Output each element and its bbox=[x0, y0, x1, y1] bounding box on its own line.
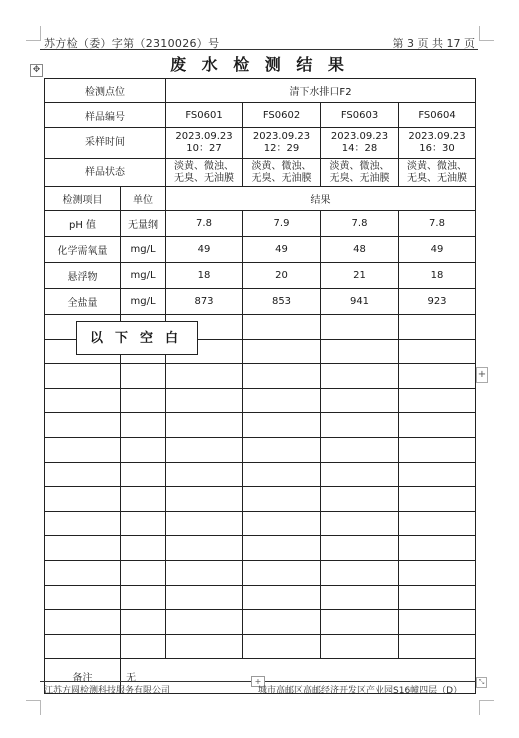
empty-cell bbox=[121, 585, 166, 610]
empty-cell bbox=[321, 437, 399, 462]
corner-mark-tr bbox=[479, 26, 494, 41]
item-header: 检测项目 bbox=[45, 187, 121, 211]
empty-cell bbox=[45, 560, 121, 585]
empty-cell bbox=[121, 437, 166, 462]
company-name: 江苏方圆检测科技服务有限公司 bbox=[44, 686, 171, 696]
corner-mark-br bbox=[479, 700, 494, 715]
empty-cell bbox=[45, 413, 121, 438]
empty-cell bbox=[166, 560, 243, 585]
note-value: 无 bbox=[121, 659, 476, 694]
table-row bbox=[45, 128, 476, 159]
empty-cell bbox=[399, 339, 476, 364]
table-row bbox=[45, 103, 476, 128]
empty-cell bbox=[121, 388, 166, 413]
empty-row bbox=[45, 536, 476, 561]
result-value: 923 bbox=[399, 289, 476, 315]
empty-cell bbox=[166, 413, 243, 438]
result-value: 18 bbox=[166, 263, 243, 289]
sample-state bbox=[399, 159, 476, 187]
empty-cell bbox=[243, 315, 321, 340]
results-table bbox=[44, 78, 476, 694]
result-value: 49 bbox=[399, 237, 476, 263]
result-value: 7.8 bbox=[399, 211, 476, 237]
empty-cell bbox=[399, 413, 476, 438]
result-value: 20 bbox=[243, 263, 321, 289]
empty-cell bbox=[45, 610, 121, 635]
company-address: 城市高邮区高邮经济开发区产业园S16幢四层（D） bbox=[258, 686, 463, 696]
empty-cell bbox=[166, 511, 243, 536]
empty-cell bbox=[166, 585, 243, 610]
item-unit: 无量纲 bbox=[121, 211, 166, 237]
empty-cell bbox=[243, 388, 321, 413]
empty-cell bbox=[243, 634, 321, 659]
empty-cell bbox=[321, 560, 399, 585]
table-row bbox=[45, 159, 476, 187]
time-label: 采样时间 bbox=[45, 128, 166, 159]
blank-below-stamp: 以下空白 bbox=[76, 321, 198, 355]
empty-cell bbox=[321, 315, 399, 340]
state-line: 无臭、无油膜 bbox=[251, 172, 312, 184]
unit-header: 单位 bbox=[121, 187, 166, 211]
state-line: 淡黄、微浊、 bbox=[329, 160, 390, 172]
item-name: 化学需氧量 bbox=[45, 237, 121, 263]
empty-row bbox=[45, 560, 476, 585]
empty-cell bbox=[243, 462, 321, 487]
page-indicator: 第 3 页 共 17 页 bbox=[392, 37, 475, 50]
empty-cell bbox=[243, 536, 321, 561]
empty-cell bbox=[399, 511, 476, 536]
table-row bbox=[45, 187, 476, 211]
empty-cell bbox=[243, 560, 321, 585]
empty-cell bbox=[45, 634, 121, 659]
empty-cell bbox=[243, 487, 321, 512]
empty-cell bbox=[243, 364, 321, 389]
empty-row bbox=[45, 388, 476, 413]
empty-cell bbox=[321, 364, 399, 389]
empty-cell bbox=[399, 388, 476, 413]
empty-cell bbox=[243, 610, 321, 635]
state-line: 无臭、无油膜 bbox=[174, 172, 234, 184]
empty-cell bbox=[166, 536, 243, 561]
empty-cell bbox=[399, 487, 476, 512]
empty-cell bbox=[166, 634, 243, 659]
empty-cell bbox=[121, 462, 166, 487]
empty-cell bbox=[321, 388, 399, 413]
state-line: 淡黄、微浊、 bbox=[251, 160, 312, 172]
sample-clock: 14：28 bbox=[341, 143, 378, 154]
sample-time bbox=[243, 128, 321, 159]
item-name: pH 值 bbox=[45, 211, 121, 237]
sample-no-label: 样品编号 bbox=[45, 103, 166, 128]
result-value: 7.8 bbox=[166, 211, 243, 237]
result-value: 941 bbox=[321, 289, 399, 315]
corner-mark-tl bbox=[26, 26, 41, 41]
empty-cell bbox=[399, 364, 476, 389]
item-unit: mg/L bbox=[121, 237, 166, 263]
empty-cell bbox=[399, 634, 476, 659]
empty-cell bbox=[121, 487, 166, 512]
state-line: 淡黄、微浊、 bbox=[174, 160, 234, 172]
sample-state bbox=[243, 159, 321, 187]
result-value: 7.8 bbox=[321, 211, 399, 237]
empty-cell bbox=[243, 413, 321, 438]
empty-cell bbox=[45, 536, 121, 561]
sample-state bbox=[321, 159, 399, 187]
item-name: 悬浮物 bbox=[45, 263, 121, 289]
empty-cell bbox=[399, 437, 476, 462]
empty-cell bbox=[321, 339, 399, 364]
empty-cell bbox=[166, 462, 243, 487]
empty-cell bbox=[243, 339, 321, 364]
empty-row bbox=[45, 413, 476, 438]
empty-row bbox=[45, 462, 476, 487]
empty-cell bbox=[45, 462, 121, 487]
sample-no: FS0604 bbox=[399, 103, 476, 128]
corner-mark-bl bbox=[26, 700, 41, 715]
result-value: 18 bbox=[399, 263, 476, 289]
table-row bbox=[45, 237, 476, 263]
result-value: 49 bbox=[166, 237, 243, 263]
item-unit: mg/L bbox=[121, 289, 166, 315]
empty-cell bbox=[121, 634, 166, 659]
sample-date: 2023.09.23 bbox=[408, 131, 466, 142]
sample-state bbox=[166, 159, 243, 187]
empty-cell bbox=[121, 364, 166, 389]
header-rule bbox=[40, 49, 478, 50]
empty-cell bbox=[321, 511, 399, 536]
empty-cell bbox=[321, 585, 399, 610]
empty-cell bbox=[166, 610, 243, 635]
empty-cell bbox=[243, 511, 321, 536]
sample-time bbox=[399, 128, 476, 159]
table-resize-handle-icon[interactable]: ⤡ bbox=[476, 677, 487, 688]
empty-cell bbox=[321, 610, 399, 635]
empty-row bbox=[45, 437, 476, 462]
empty-cell bbox=[243, 437, 321, 462]
empty-cell bbox=[45, 364, 121, 389]
empty-cell bbox=[321, 487, 399, 512]
empty-cell bbox=[45, 388, 121, 413]
sample-date: 2023.09.23 bbox=[175, 131, 233, 142]
empty-cell bbox=[166, 364, 243, 389]
empty-cell bbox=[121, 610, 166, 635]
sample-no: FS0603 bbox=[321, 103, 399, 128]
table-row bbox=[45, 263, 476, 289]
empty-cell bbox=[399, 462, 476, 487]
result-value: 21 bbox=[321, 263, 399, 289]
empty-cell bbox=[45, 487, 121, 512]
empty-row bbox=[45, 634, 476, 659]
empty-cell bbox=[399, 610, 476, 635]
page-title: 废 水 检 测 结 果 bbox=[170, 55, 349, 74]
sample-time bbox=[321, 128, 399, 159]
empty-row bbox=[45, 487, 476, 512]
empty-cell bbox=[45, 585, 121, 610]
sample-clock: 16：30 bbox=[419, 143, 455, 154]
empty-cell bbox=[321, 634, 399, 659]
add-row-plus-icon[interactable]: + bbox=[251, 676, 265, 687]
sample-clock: 12：29 bbox=[263, 143, 300, 154]
sample-date: 2023.09.23 bbox=[330, 131, 389, 142]
empty-cell bbox=[399, 585, 476, 610]
empty-cell bbox=[121, 413, 166, 438]
result-value: 7.9 bbox=[243, 211, 321, 237]
item-unit: mg/L bbox=[121, 263, 166, 289]
empty-cell bbox=[243, 585, 321, 610]
empty-cell bbox=[399, 536, 476, 561]
empty-cell bbox=[121, 511, 166, 536]
empty-cell bbox=[399, 560, 476, 585]
result-value: 853 bbox=[243, 289, 321, 315]
state-line: 淡黄、微浊、 bbox=[407, 160, 467, 172]
empty-row bbox=[45, 511, 476, 536]
result-value: 873 bbox=[166, 289, 243, 315]
sample-date: 2023.09.23 bbox=[252, 131, 311, 142]
report-number: 苏方检（委）字第（2310026）号 bbox=[44, 37, 220, 50]
table-row bbox=[45, 289, 476, 315]
sample-no: FS0601 bbox=[166, 103, 243, 128]
result-header: 结果 bbox=[166, 187, 476, 211]
result-value: 48 bbox=[321, 237, 399, 263]
empty-cell bbox=[399, 315, 476, 340]
empty-cell bbox=[166, 437, 243, 462]
empty-row bbox=[45, 610, 476, 635]
item-name: 全盐量 bbox=[45, 289, 121, 315]
point-value: 清下水排口F2 bbox=[166, 79, 476, 103]
sample-clock: 10：27 bbox=[186, 143, 222, 154]
empty-cell bbox=[166, 388, 243, 413]
table-row bbox=[45, 79, 476, 103]
empty-cell bbox=[321, 462, 399, 487]
note-label: 备注 bbox=[45, 659, 121, 694]
empty-row bbox=[45, 364, 476, 389]
empty-cell bbox=[45, 437, 121, 462]
add-column-plus-icon[interactable]: + bbox=[476, 367, 488, 383]
empty-cell bbox=[321, 413, 399, 438]
sample-time bbox=[166, 128, 243, 159]
point-label: 检测点位 bbox=[45, 79, 166, 103]
state-line: 无臭、无油膜 bbox=[407, 172, 467, 184]
result-value: 49 bbox=[243, 237, 321, 263]
state-line: 无臭、无油膜 bbox=[329, 172, 390, 184]
empty-row bbox=[45, 585, 476, 610]
table-row bbox=[45, 211, 476, 237]
empty-cell bbox=[121, 560, 166, 585]
empty-cell bbox=[45, 511, 121, 536]
sample-no: FS0602 bbox=[243, 103, 321, 128]
empty-cell bbox=[166, 487, 243, 512]
table-move-handle-icon[interactable]: ✥ bbox=[30, 64, 43, 77]
empty-cell bbox=[321, 536, 399, 561]
empty-cell bbox=[121, 536, 166, 561]
state-label: 样品状态 bbox=[45, 159, 166, 187]
